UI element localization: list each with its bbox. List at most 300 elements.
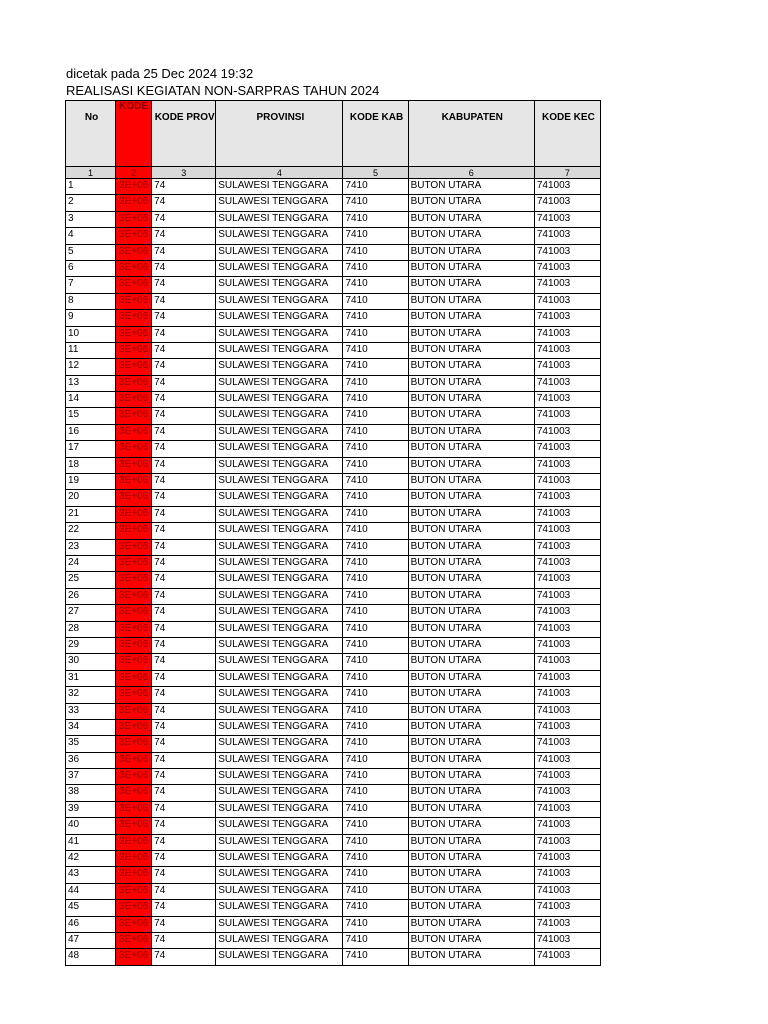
cell-kode-kab: 7410 [343, 260, 408, 276]
cell-no: 18 [66, 457, 116, 473]
table-row [66, 867, 601, 883]
cell-kode-kec: 741003 [534, 555, 600, 571]
cell-kabupaten: BUTON UTARA [408, 572, 534, 588]
cell-kode-prov: 74 [152, 474, 216, 490]
cell-kabupaten: BUTON UTARA [408, 670, 534, 686]
cell-kabupaten: BUTON UTARA [408, 424, 534, 440]
cell-kode: 3E+06 [116, 424, 152, 440]
cell-no: 17 [66, 441, 116, 457]
cell-provinsi: SULAWESI TENGGARA [216, 555, 343, 571]
cell-kabupaten: BUTON UTARA [408, 244, 534, 260]
cell-kabupaten: BUTON UTARA [408, 588, 534, 604]
cell-kode-kec: 741003 [534, 424, 600, 440]
cell-provinsi: SULAWESI TENGGARA [216, 539, 343, 555]
cell-kode: 3E+06 [116, 670, 152, 686]
cell-kode: 3E+06 [116, 211, 152, 227]
table-row [66, 490, 601, 506]
cell-kabupaten: BUTON UTARA [408, 523, 534, 539]
cell-kode: 3E+06 [116, 900, 152, 916]
table-row [66, 785, 601, 801]
cell-kode-kab: 7410 [343, 932, 408, 948]
cell-provinsi: SULAWESI TENGGARA [216, 785, 343, 801]
cell-provinsi: SULAWESI TENGGARA [216, 326, 343, 342]
cell-kode-kec: 741003 [534, 539, 600, 555]
cell-kode-prov: 74 [152, 932, 216, 948]
cell-no: 39 [66, 801, 116, 817]
header-kabupaten: KABUPATEN [408, 101, 534, 167]
cell-kode: 3E+06 [116, 703, 152, 719]
cell-kabupaten: BUTON UTARA [408, 539, 534, 555]
cell-kode-kec: 741003 [534, 228, 600, 244]
cell-kode: 3E+06 [116, 769, 152, 785]
cell-kode-kab: 7410 [343, 424, 408, 440]
cell-kode-prov: 74 [152, 818, 216, 834]
table-row [66, 359, 601, 375]
cell-provinsi: SULAWESI TENGGARA [216, 752, 343, 768]
cell-provinsi: SULAWESI TENGGARA [216, 932, 343, 948]
cell-kode-kec: 741003 [534, 179, 600, 195]
cell-kode-prov: 74 [152, 424, 216, 440]
cell-provinsi: SULAWESI TENGGARA [216, 474, 343, 490]
data-table [65, 100, 601, 966]
cell-kode-kab: 7410 [343, 326, 408, 342]
header-kode: KODE [116, 101, 152, 167]
cell-kode: 3E+06 [116, 834, 152, 850]
table-row [66, 900, 601, 916]
table-row [66, 195, 601, 211]
cell-no: 8 [66, 293, 116, 309]
cell-kode: 3E+06 [116, 719, 152, 735]
cell-kode-kab: 7410 [343, 916, 408, 932]
table-row [66, 441, 601, 457]
table-row [66, 555, 601, 571]
cell-kode: 3E+06 [116, 277, 152, 293]
table-row [66, 670, 601, 686]
cell-kode-kec: 741003 [534, 801, 600, 817]
cell-kode-kab: 7410 [343, 359, 408, 375]
cell-provinsi: SULAWESI TENGGARA [216, 703, 343, 719]
cell-kabupaten: BUTON UTARA [408, 621, 534, 637]
cell-provinsi: SULAWESI TENGGARA [216, 211, 343, 227]
cell-kode-prov: 74 [152, 736, 216, 752]
cell-kode-kab: 7410 [343, 506, 408, 522]
cell-provinsi: SULAWESI TENGGARA [216, 441, 343, 457]
cell-no: 20 [66, 490, 116, 506]
cell-kode-kab: 7410 [343, 637, 408, 653]
table-row [66, 851, 601, 867]
cell-kode-kec: 741003 [534, 441, 600, 457]
cell-kode-kab: 7410 [343, 687, 408, 703]
cell-kode-kab: 7410 [343, 441, 408, 457]
cell-kode: 3E+06 [116, 818, 152, 834]
cell-provinsi: SULAWESI TENGGARA [216, 523, 343, 539]
table-row [66, 211, 601, 227]
cell-kabupaten: BUTON UTARA [408, 474, 534, 490]
cell-kode-kec: 741003 [534, 211, 600, 227]
cell-kode-kec: 741003 [534, 490, 600, 506]
cell-kode: 3E+06 [116, 260, 152, 276]
cell-kabupaten: BUTON UTARA [408, 260, 534, 276]
cell-no: 16 [66, 424, 116, 440]
cell-kode-kec: 741003 [534, 719, 600, 735]
table-row [66, 605, 601, 621]
cell-kode: 3E+06 [116, 539, 152, 555]
cell-kode-prov: 74 [152, 293, 216, 309]
cell-kode-prov: 74 [152, 506, 216, 522]
cell-kode-kec: 741003 [534, 736, 600, 752]
cell-kode-kab: 7410 [343, 900, 408, 916]
printed-timestamp: dicetak pada 25 Dec 2024 19:32 [66, 66, 254, 81]
cell-kode-prov: 74 [152, 539, 216, 555]
cell-kode: 3E+06 [116, 359, 152, 375]
table-row [66, 260, 601, 276]
header-row [66, 101, 601, 167]
cell-kode-prov: 74 [152, 900, 216, 916]
cell-kode-kec: 741003 [534, 408, 600, 424]
cell-kode-prov: 74 [152, 260, 216, 276]
cell-kode-kab: 7410 [343, 474, 408, 490]
cell-kabupaten: BUTON UTARA [408, 916, 534, 932]
cell-provinsi: SULAWESI TENGGARA [216, 277, 343, 293]
cell-kode-prov: 74 [152, 883, 216, 899]
cell-kabupaten: BUTON UTARA [408, 310, 534, 326]
table-row [66, 375, 601, 391]
cell-no: 23 [66, 539, 116, 555]
cell-kabupaten: BUTON UTARA [408, 359, 534, 375]
cell-kode-prov: 74 [152, 375, 216, 391]
cell-kode-prov: 74 [152, 392, 216, 408]
cell-kabupaten: BUTON UTARA [408, 818, 534, 834]
cell-kode: 3E+06 [116, 785, 152, 801]
header-kode-kab: KODE KAB [343, 101, 408, 167]
cell-no: 37 [66, 769, 116, 785]
cell-provinsi: SULAWESI TENGGARA [216, 670, 343, 686]
table-row [66, 818, 601, 834]
cell-kabupaten: BUTON UTARA [408, 408, 534, 424]
cell-kode: 3E+06 [116, 408, 152, 424]
cell-kode: 3E+06 [116, 375, 152, 391]
cell-kode-prov: 74 [152, 605, 216, 621]
table-row [66, 588, 601, 604]
cell-kode-prov: 74 [152, 834, 216, 850]
cell-no: 24 [66, 555, 116, 571]
cell-provinsi: SULAWESI TENGGARA [216, 490, 343, 506]
cell-kode-kab: 7410 [343, 785, 408, 801]
cell-kode-kab: 7410 [343, 457, 408, 473]
cell-kode: 3E+06 [116, 506, 152, 522]
table-row [66, 932, 601, 948]
cell-kode-prov: 74 [152, 572, 216, 588]
cell-kode-kec: 741003 [534, 375, 600, 391]
cell-kabupaten: BUTON UTARA [408, 228, 534, 244]
cell-kabupaten: BUTON UTARA [408, 211, 534, 227]
cell-kabupaten: BUTON UTARA [408, 883, 534, 899]
cell-kabupaten: BUTON UTARA [408, 457, 534, 473]
cell-kode: 3E+06 [116, 310, 152, 326]
table-row [66, 769, 601, 785]
cell-no: 43 [66, 867, 116, 883]
cell-kabupaten: BUTON UTARA [408, 441, 534, 457]
cell-kode-prov: 74 [152, 769, 216, 785]
cell-no: 36 [66, 752, 116, 768]
cell-kode-prov: 74 [152, 490, 216, 506]
cell-kode-kec: 741003 [534, 818, 600, 834]
cell-no: 11 [66, 342, 116, 358]
cell-kode-kec: 741003 [534, 474, 600, 490]
column-number: 5 [343, 167, 408, 179]
cell-provinsi: SULAWESI TENGGARA [216, 359, 343, 375]
table-row [66, 342, 601, 358]
cell-kode-kab: 7410 [343, 572, 408, 588]
cell-kode-kab: 7410 [343, 408, 408, 424]
cell-no: 12 [66, 359, 116, 375]
cell-no: 28 [66, 621, 116, 637]
cell-kode-prov: 74 [152, 785, 216, 801]
cell-kode-kec: 741003 [534, 752, 600, 768]
cell-kode-prov: 74 [152, 195, 216, 211]
cell-kode-prov: 74 [152, 211, 216, 227]
cell-kode: 3E+06 [116, 326, 152, 342]
cell-provinsi: SULAWESI TENGGARA [216, 949, 343, 965]
cell-kabupaten: BUTON UTARA [408, 801, 534, 817]
cell-kode-kab: 7410 [343, 490, 408, 506]
cell-kode: 3E+06 [116, 293, 152, 309]
cell-kode: 3E+06 [116, 392, 152, 408]
cell-kode-kab: 7410 [343, 801, 408, 817]
table-row [66, 523, 601, 539]
cell-no: 14 [66, 392, 116, 408]
cell-no: 42 [66, 851, 116, 867]
cell-no: 47 [66, 932, 116, 948]
cell-kode-kec: 741003 [534, 572, 600, 588]
cell-kode: 3E+06 [116, 637, 152, 653]
cell-kode-prov: 74 [152, 277, 216, 293]
cell-kode-prov: 74 [152, 703, 216, 719]
table-row [66, 539, 601, 555]
cell-kabupaten: BUTON UTARA [408, 375, 534, 391]
cell-no: 46 [66, 916, 116, 932]
table-row [66, 883, 601, 899]
cell-kode-kab: 7410 [343, 375, 408, 391]
cell-kabupaten: BUTON UTARA [408, 392, 534, 408]
cell-provinsi: SULAWESI TENGGARA [216, 851, 343, 867]
cell-kode-prov: 74 [152, 752, 216, 768]
cell-kode-kec: 741003 [534, 392, 600, 408]
table-row [66, 408, 601, 424]
cell-provinsi: SULAWESI TENGGARA [216, 572, 343, 588]
cell-no: 35 [66, 736, 116, 752]
cell-kode: 3E+06 [116, 621, 152, 637]
cell-provinsi: SULAWESI TENGGARA [216, 342, 343, 358]
cell-kabupaten: BUTON UTARA [408, 736, 534, 752]
cell-no: 9 [66, 310, 116, 326]
cell-kode-prov: 74 [152, 851, 216, 867]
cell-no: 33 [66, 703, 116, 719]
table-row [66, 736, 601, 752]
cell-no: 44 [66, 883, 116, 899]
cell-kode-kec: 741003 [534, 310, 600, 326]
cell-no: 32 [66, 687, 116, 703]
report-title: REALISASI KEGIATAN NON-SARPRAS TAHUN 2024 [66, 83, 380, 98]
column-number: 6 [408, 167, 534, 179]
cell-kode-kec: 741003 [534, 326, 600, 342]
cell-kode-kec: 741003 [534, 769, 600, 785]
cell-kode-kab: 7410 [343, 851, 408, 867]
cell-kode: 3E+06 [116, 883, 152, 899]
header-provinsi: PROVINSI [216, 101, 343, 167]
cell-kode-kab: 7410 [343, 605, 408, 621]
cell-kode: 3E+06 [116, 457, 152, 473]
cell-kode-kec: 741003 [534, 293, 600, 309]
cell-kode-prov: 74 [152, 687, 216, 703]
cell-kode-kec: 741003 [534, 605, 600, 621]
cell-kode-prov: 74 [152, 342, 216, 358]
cell-kode-kec: 741003 [534, 867, 600, 883]
cell-provinsi: SULAWESI TENGGARA [216, 392, 343, 408]
cell-kode-kec: 741003 [534, 834, 600, 850]
column-number: 3 [152, 167, 216, 179]
cell-kode: 3E+06 [116, 179, 152, 195]
cell-provinsi: SULAWESI TENGGARA [216, 621, 343, 637]
cell-kode-prov: 74 [152, 326, 216, 342]
cell-provinsi: SULAWESI TENGGARA [216, 195, 343, 211]
cell-provinsi: SULAWESI TENGGARA [216, 719, 343, 735]
cell-kode-kab: 7410 [343, 539, 408, 555]
cell-kabupaten: BUTON UTARA [408, 785, 534, 801]
cell-provinsi: SULAWESI TENGGARA [216, 637, 343, 653]
table-row [66, 719, 601, 735]
cell-kode-kab: 7410 [343, 703, 408, 719]
cell-kabupaten: BUTON UTARA [408, 490, 534, 506]
cell-kode-prov: 74 [152, 637, 216, 653]
cell-kode: 3E+06 [116, 851, 152, 867]
cell-no: 3 [66, 211, 116, 227]
cell-kode-kab: 7410 [343, 293, 408, 309]
cell-kode: 3E+06 [116, 588, 152, 604]
cell-kode: 3E+06 [116, 867, 152, 883]
cell-kode-kab: 7410 [343, 949, 408, 965]
table-row [66, 949, 601, 965]
table-row [66, 703, 601, 719]
cell-kode-kab: 7410 [343, 195, 408, 211]
column-number: 4 [216, 167, 343, 179]
cell-no: 19 [66, 474, 116, 490]
cell-kode: 3E+06 [116, 654, 152, 670]
cell-kode-kab: 7410 [343, 211, 408, 227]
cell-provinsi: SULAWESI TENGGARA [216, 818, 343, 834]
cell-kabupaten: BUTON UTARA [408, 179, 534, 195]
cell-kode-kec: 741003 [534, 670, 600, 686]
table-row [66, 457, 601, 473]
cell-kabupaten: BUTON UTARA [408, 752, 534, 768]
cell-kode-kec: 741003 [534, 342, 600, 358]
cell-provinsi: SULAWESI TENGGARA [216, 424, 343, 440]
table-row [66, 916, 601, 932]
cell-kode-kec: 741003 [534, 785, 600, 801]
cell-provinsi: SULAWESI TENGGARA [216, 605, 343, 621]
cell-no: 40 [66, 818, 116, 834]
cell-kabupaten: BUTON UTARA [408, 687, 534, 703]
cell-kode: 3E+06 [116, 228, 152, 244]
cell-no: 10 [66, 326, 116, 342]
cell-kode: 3E+06 [116, 572, 152, 588]
cell-kode-kab: 7410 [343, 670, 408, 686]
cell-no: 48 [66, 949, 116, 965]
cell-no: 21 [66, 506, 116, 522]
cell-kode: 3E+06 [116, 244, 152, 260]
cell-kabupaten: BUTON UTARA [408, 277, 534, 293]
cell-provinsi: SULAWESI TENGGARA [216, 801, 343, 817]
cell-no: 27 [66, 605, 116, 621]
cell-kode-kec: 741003 [534, 654, 600, 670]
cell-kode-prov: 74 [152, 523, 216, 539]
cell-kode: 3E+06 [116, 523, 152, 539]
cell-kode-prov: 74 [152, 441, 216, 457]
cell-no: 41 [66, 834, 116, 850]
cell-kabupaten: BUTON UTARA [408, 949, 534, 965]
cell-kode-kab: 7410 [343, 588, 408, 604]
cell-provinsi: SULAWESI TENGGARA [216, 375, 343, 391]
cell-kabupaten: BUTON UTARA [408, 293, 534, 309]
cell-kode: 3E+06 [116, 932, 152, 948]
cell-kode-kec: 741003 [534, 588, 600, 604]
cell-kabupaten: BUTON UTARA [408, 900, 534, 916]
cell-provinsi: SULAWESI TENGGARA [216, 900, 343, 916]
cell-kode-prov: 74 [152, 310, 216, 326]
cell-kode-kab: 7410 [343, 277, 408, 293]
cell-kode: 3E+06 [116, 441, 152, 457]
cell-kode-prov: 74 [152, 719, 216, 735]
table-row [66, 424, 601, 440]
cell-provinsi: SULAWESI TENGGARA [216, 883, 343, 899]
cell-kode-kec: 741003 [534, 195, 600, 211]
cell-no: 1 [66, 179, 116, 195]
table-row [66, 801, 601, 817]
cell-kode: 3E+06 [116, 916, 152, 932]
cell-no: 30 [66, 654, 116, 670]
cell-kode-prov: 74 [152, 359, 216, 375]
cell-kabupaten: BUTON UTARA [408, 719, 534, 735]
cell-kode-kec: 741003 [534, 703, 600, 719]
cell-kode-kab: 7410 [343, 867, 408, 883]
cell-kode: 3E+06 [116, 801, 152, 817]
cell-kode-kab: 7410 [343, 342, 408, 358]
cell-no: 31 [66, 670, 116, 686]
cell-kode-kab: 7410 [343, 752, 408, 768]
table-row [66, 752, 601, 768]
table-row [66, 621, 601, 637]
cell-no: 34 [66, 719, 116, 735]
cell-kabupaten: BUTON UTARA [408, 867, 534, 883]
table-row [66, 572, 601, 588]
cell-provinsi: SULAWESI TENGGARA [216, 769, 343, 785]
cell-kode-kec: 741003 [534, 506, 600, 522]
cell-kode-kec: 741003 [534, 457, 600, 473]
cell-kabupaten: BUTON UTARA [408, 851, 534, 867]
cell-kode-prov: 74 [152, 670, 216, 686]
cell-kode-kec: 741003 [534, 277, 600, 293]
cell-kode-kab: 7410 [343, 883, 408, 899]
cell-kode: 3E+06 [116, 490, 152, 506]
cell-provinsi: SULAWESI TENGGARA [216, 293, 343, 309]
cell-kode-kab: 7410 [343, 621, 408, 637]
cell-kabupaten: BUTON UTARA [408, 342, 534, 358]
table-row [66, 474, 601, 490]
table-row [66, 687, 601, 703]
cell-kabupaten: BUTON UTARA [408, 506, 534, 522]
table-row [66, 654, 601, 670]
cell-kode-prov: 74 [152, 654, 216, 670]
